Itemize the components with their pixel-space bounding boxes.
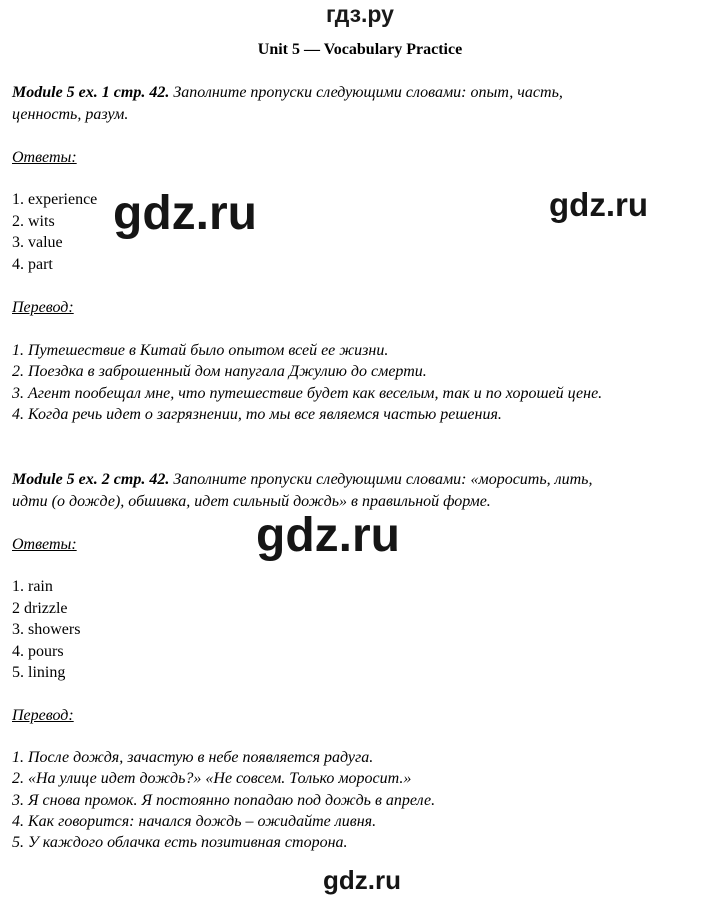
exercise-2-answers-list	[12, 576, 702, 684]
translation-item: 1. После дождя, зачастую в небе появляется радуга.	[12, 749, 374, 766]
exercise-1-translation-list	[12, 340, 702, 425]
answer-item: 1. experience	[12, 191, 98, 208]
exercise-1-instruction: Заполните пропуски следующими словами: опыт, часть,	[173, 84, 563, 101]
exercise-1-translation-heading: Перевод:	[12, 299, 74, 316]
exercise-1-instruction-cont: ценность, разум.	[12, 106, 129, 123]
answer-item: 5. lining	[12, 664, 66, 682]
answer-item: 4. part	[12, 255, 53, 273]
translation-item: 1. Путешествие в Китай было опытом всей ее жизни.	[12, 342, 389, 359]
answer-item: 1. rain	[12, 578, 53, 595]
page-title: Unit 5 — Vocabulary Practice	[257, 41, 463, 58]
exercise-1-task	[12, 82, 702, 126]
exercise-2-reference: Module 5 ex. 2 стр. 42.	[12, 471, 170, 488]
translation-item: 4. Как говорится: начался дождь – ожидайте ливня.	[12, 812, 377, 830]
translation-item: 2. Поездка в заброшенный дом напугала Джулию до смерти.	[12, 363, 427, 381]
watermark-logo: gdz.ru	[256, 509, 400, 562]
translation-item: 2. «На улице идет дождь?» «Не совсем. Только моросит.»	[12, 770, 412, 788]
watermark-logo: gdz.ru	[323, 865, 401, 895]
watermark-logo: gdz.ru	[549, 186, 648, 223]
exercise-2-task	[12, 469, 702, 513]
exercise-1-reference: Module 5 ex. 1 стр. 42.	[12, 84, 170, 101]
translation-item: 5. У каждого облачка есть позитивная сторона.	[12, 834, 348, 852]
exercise-1-answers-heading: Ответы:	[12, 149, 77, 166]
translation-item: 4. Когда речь идет о загрязнении, то мы все являемся частью решения.	[12, 405, 502, 423]
answer-item: 2. wits	[12, 212, 55, 230]
exercise-2-translation-heading: Перевод:	[12, 707, 74, 724]
exercise-2-instruction-cont: идти (о дожде), обшивка, идет сильный дождь» в правильной форме.	[12, 493, 491, 510]
site-header: гдз.ру	[326, 1, 394, 27]
translation-item: 3. Я снова промок. Я постоянно попадаю под дождь в апреле.	[12, 791, 436, 809]
answer-item: 3. showers	[12, 621, 81, 639]
answer-item: 4. pours	[12, 642, 64, 660]
exercise-2-instruction: Заполните пропуски следующими словами: «моросить, лить,	[173, 471, 593, 488]
exercise-2-translation-list	[12, 747, 702, 853]
translation-item: 3. Агент пообещал мне, что путешествие будет как веселым, так и по хорошей цене.	[12, 384, 603, 402]
answer-item: 2 drizzle	[12, 599, 68, 617]
exercise-2-answers-heading: Ответы:	[12, 536, 77, 553]
answer-item: 3. value	[12, 234, 63, 252]
watermark-logo: gdz.ru	[113, 187, 257, 240]
